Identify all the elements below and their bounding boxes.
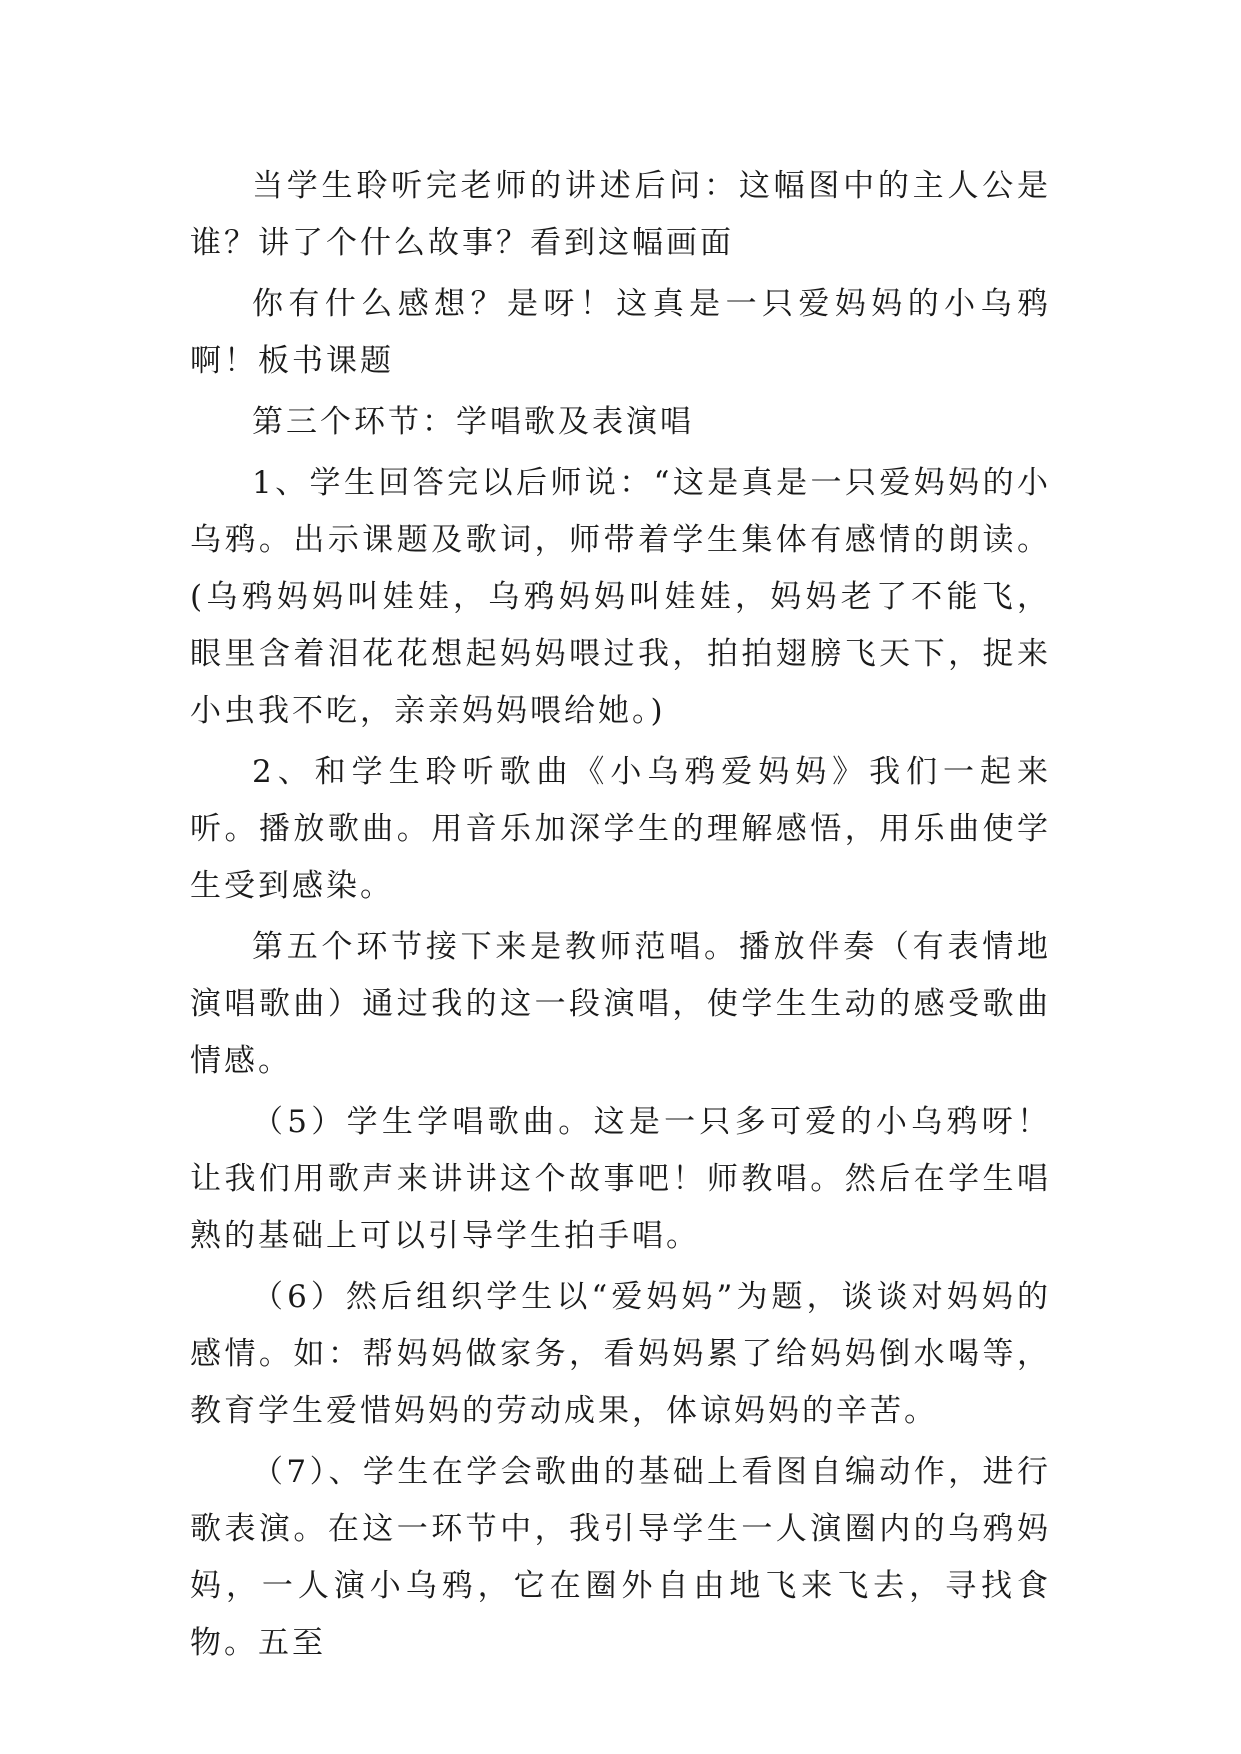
paragraph-section-three: 第三个环节：学唱歌及表演唱: [252, 404, 694, 440]
paragraph-step-6: （6）然后组织学生以“爱妈妈”为题，谈谈对妈妈的感情。如：帮妈妈做家务，看妈妈累了给妈妈倒水喝等，教育学生爱惜妈妈的劳动成果，体谅妈妈的辛苦。: [190, 1279, 1051, 1429]
document-body: [190, 158, 1051, 1676]
paragraph-step-1: 1、学生回答完以后师说：“这是真是一只爱妈妈的小乌鸦。出示课题及歌词，师带着学生集体有感情的朗读。(乌鸦妈妈叫娃娃，乌鸦妈妈叫娃娃，妈妈老了不能飞，眼里含着泪花花想起妈妈喂过我，拍拍翅膀飞天下，捉来小虫我不吃，亲亲妈妈喂给她。): [190, 465, 1051, 729]
paragraph-step-5: （5）学生学唱歌曲。这是一只多可爱的小乌鸦呀！让我们用歌声来讲讲这个故事吧！师教唱。然后在学生唱熟的基础上可以引导学生拍手唱。: [190, 1104, 1051, 1254]
paragraph-step-2: 2、和学生聆听歌曲《小乌鸦爱妈妈》我们一起来听。播放歌曲。用音乐加深学生的理解感悟，用乐曲使学生受到感染。: [190, 754, 1051, 904]
paragraph-feelings-title: 你有什么感想？是呀！这真是一只爱妈妈的小乌鸦啊！板书课题: [190, 286, 1051, 379]
paragraph-teacher-question: 当学生聆听完老师的讲述后问：这幅图中的主人公是谁？讲了个什么故事？看到这幅画面: [190, 168, 1051, 261]
paragraph-section-five: 第五个环节接下来是教师范唱。播放伴奏（有表情地演唱歌曲）通过我的这一段演唱，使学生生动的感受歌曲情感。: [190, 929, 1051, 1079]
paragraph-step-7: （7）、学生在学会歌曲的基础上看图自编动作，进行歌表演。在这一环节中，我引导学生一人演圈内的乌鸦妈妈，一人演小乌鸦，它在圈外自由地飞来飞去，寻找食物。五至: [190, 1454, 1051, 1661]
